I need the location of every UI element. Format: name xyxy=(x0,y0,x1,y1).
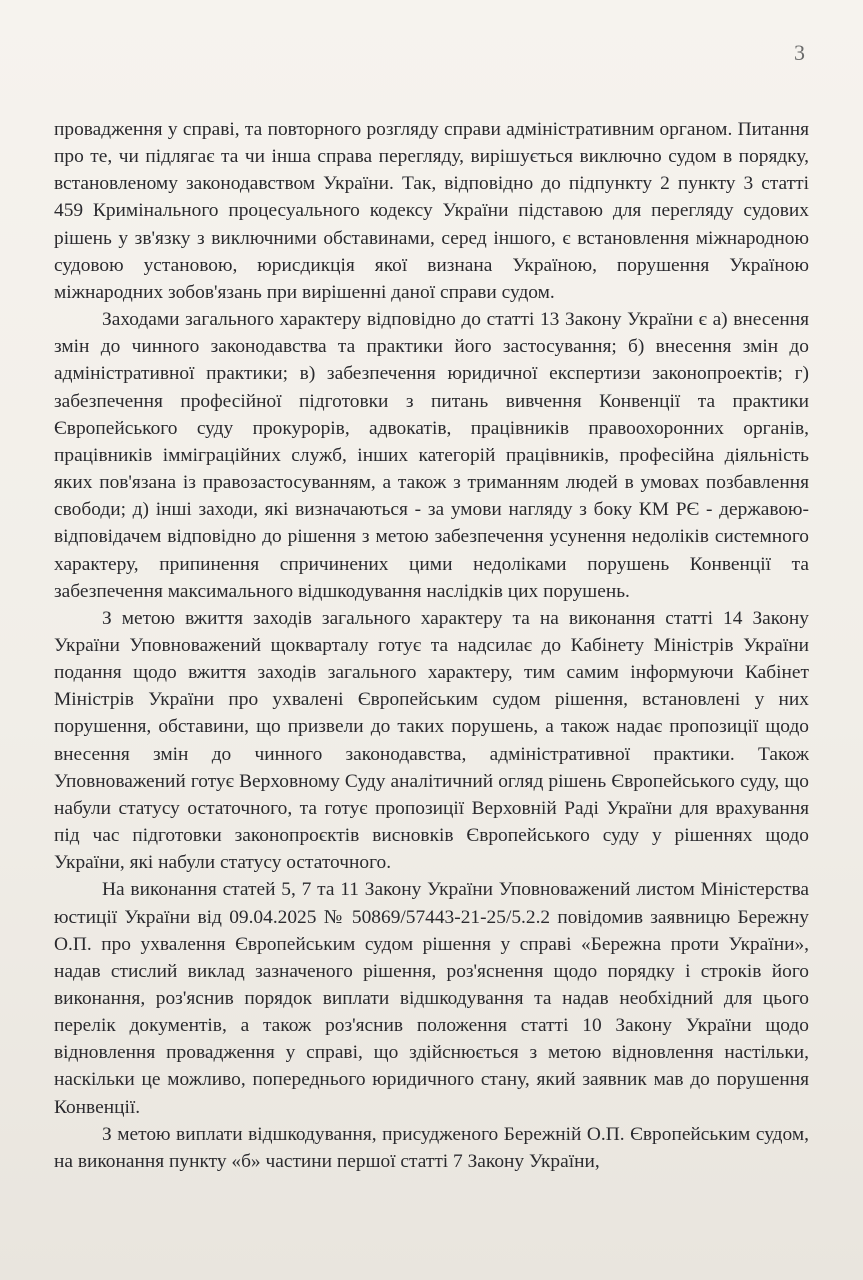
paragraph-general-measures: Заходами загального характеру відповідно до статті 13 Закону України є а) внесення змін до чинного законодавства та практики його застосування; б) внесення змін до адміністративної практики; в) забезпечення юридичної експертизи законопроектів; г) забезпечення професійної підготовки з питань вивчення Конвенції та практики Європейського суду прокурорів, адвокатів, працівників правоохоронних органів, працівників імміграційних служб, інших категорій працівників, професійна діяльність яких пов'язана із правозастосуванням, а також з триманням людей в умовах позбавлення свободи; д) інші заходи, які визначаються - за умови нагляду з боку КМ РЄ - державою-відповідачем відповідно до рішення з метою забезпечення усунення недоліків системного характеру, припинення спричинених цими недоліками порушень Конвенції та забезпечення максимального відшкодування наслідків цих порушень. xyxy=(54,309,809,602)
paragraph-continuation: провадження у справі, та повторного розгляду справи адміністративним органом. Питання про те, чи підлягає та чи інша справа перегляду, вирішується виключно судом в порядку, встановленому законодавством України. Так, відповідно до підпункту 2 пункту 3 статті 459 Кримінального процесуального кодексу України підставою для перегляду судових рішень у зв'язку з виключними обставинами, серед іншого, є встановлення міжнародною судовою установою, юрисдикція якої визнана Україною, порушення Україною міжнародних зобов'язань при вирішенні даної справи судом. xyxy=(54,119,809,303)
paragraph-notification: На виконання статей 5, 7 та 11 Закону України Уповноважений листом Міністерства юстиції України від 09.04.2025 № 50869/57443-21-25/5.2.2 повідомив заявницю Бережну О.П. про ухвалення Європейським судом рішення у справі «Бережна проти України», надав стислий виклад зазначеного рішення, роз'яснення щодо порядку і строків його виконання, роз'яснив порядок виплати відшкодування та надав необхідний для цього перелік документів, а також роз'яснив положення статті 10 Закону України щодо відновлення провадження у справі, що здійснюється з метою відновлення настільки, наскільки це можливо, попереднього юридичного стану, який заявник мав до порушення Конвенції. xyxy=(54,879,809,1118)
paragraph-article-14: З метою вжиття заходів загального характеру та на виконання статті 14 Закону України Уповноважений щокварталу готує та надсилає до Кабінету Міністрів України подання щодо вжиття заходів загального характеру, тим самим інформуючи Кабінет Міністрів України про ухвалені Європейським судом рішення, встановлені у них порушення, обставини, що призвели до таких порушень, а також надає пропозиції щодо внесення змін до чинного законодавства, адміністративної практики. Також Уповноважений готує Верховному Суду аналітичний огляд рішень Європейського суду, що набули статусу остаточного, та готує пропозиції Верховній Раді України для врахування під час підготовки законопроєктів висновків Європейського суду у рішеннях щодо України, які набули статусу остаточного. xyxy=(54,607,809,874)
paragraph-compensation: З метою виплати відшкодування, присудженого Бережній О.П. Європейським судом, на виконання пункту «б» частини першої статті 7 Закону України, xyxy=(54,1123,809,1172)
page-number: 3 xyxy=(794,40,805,65)
document-body xyxy=(54,116,809,1175)
